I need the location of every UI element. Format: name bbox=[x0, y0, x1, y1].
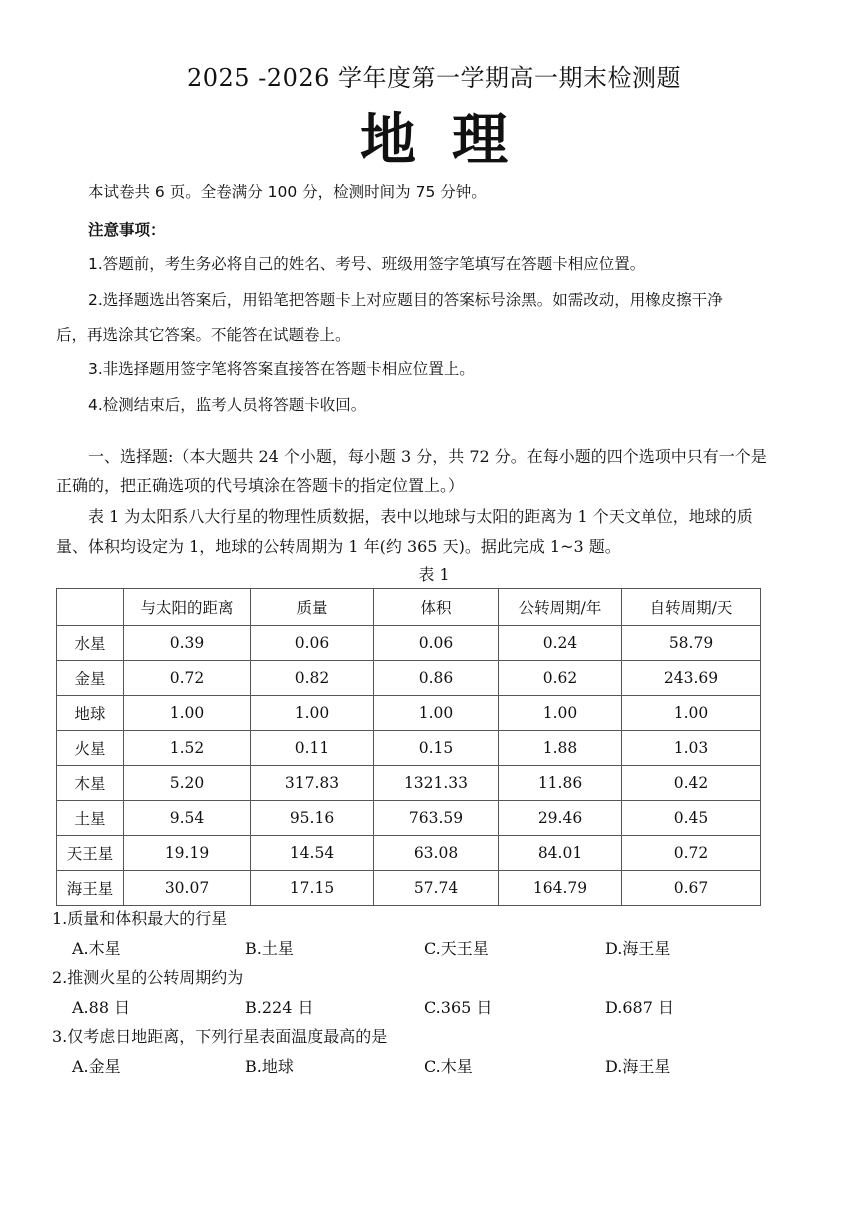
table-cell: 317.83 bbox=[251, 766, 374, 801]
table-cell: 243.69 bbox=[622, 661, 761, 696]
table-cell: 天王星 bbox=[57, 836, 124, 871]
table-cell: 火星 bbox=[57, 731, 124, 766]
table-cell: 0.72 bbox=[622, 836, 761, 871]
planet-data-table bbox=[56, 588, 761, 906]
table-cell: 0.72 bbox=[124, 661, 251, 696]
question-context-cont: 量、体积均设定为 1，地球的公转周期为 1 年(约 365 天)。据此完成 1~3 题。 bbox=[56, 537, 621, 556]
table-cell: 30.07 bbox=[124, 871, 251, 906]
table-caption: 表 1 bbox=[418, 565, 450, 584]
table-cell: 58.79 bbox=[622, 626, 761, 661]
question-2-option-a[interactable]: A.88 日 bbox=[72, 998, 131, 1017]
header-cell: 体积 bbox=[374, 589, 499, 626]
table-cell: 0.82 bbox=[251, 661, 374, 696]
table-cell: 0.45 bbox=[622, 801, 761, 836]
table-cell: 84.01 bbox=[499, 836, 622, 871]
table-cell: 海王星 bbox=[57, 871, 124, 906]
header-cell: 与太阳的距离 bbox=[124, 589, 251, 626]
table-cell: 63.08 bbox=[374, 836, 499, 871]
table-row bbox=[57, 766, 761, 801]
table-cell: 1.00 bbox=[124, 696, 251, 731]
table-cell: 地球 bbox=[57, 696, 124, 731]
section-instructions-cont: 正确的，把正确选项的代号填涂在答题卡的指定位置上。） bbox=[56, 476, 465, 495]
table-cell: 1321.33 bbox=[374, 766, 499, 801]
table-cell: 0.06 bbox=[251, 626, 374, 661]
table-cell: 29.46 bbox=[499, 801, 622, 836]
table-cell: 0.39 bbox=[124, 626, 251, 661]
note-item-2-cont: 后，再选涂其它答案。不能答在试题卷上。 bbox=[56, 326, 351, 344]
table-row bbox=[57, 661, 761, 696]
table-row bbox=[57, 801, 761, 836]
table-cell: 0.24 bbox=[499, 626, 622, 661]
question-1-stem: 1.质量和体积最大的行星 bbox=[52, 909, 228, 928]
table-cell: 1.00 bbox=[499, 696, 622, 731]
table-cell: 11.86 bbox=[499, 766, 622, 801]
table-cell: 0.67 bbox=[622, 871, 761, 906]
note-item-1: 1.答题前，考生务必将自己的姓名、考号、班级用签字笔填写在答题卡相应位置。 bbox=[88, 255, 646, 273]
table-cell: 1.00 bbox=[251, 696, 374, 731]
question-1-option-a[interactable]: A.木星 bbox=[72, 939, 121, 958]
question-1-option-c[interactable]: C.天王星 bbox=[424, 939, 489, 958]
question-3-option-c[interactable]: C.木星 bbox=[424, 1057, 473, 1076]
table-row bbox=[57, 731, 761, 766]
table-cell: 木星 bbox=[57, 766, 124, 801]
table-cell: 17.15 bbox=[251, 871, 374, 906]
table-cell: 1.00 bbox=[374, 696, 499, 731]
table-cell: 19.19 bbox=[124, 836, 251, 871]
table-cell: 金星 bbox=[57, 661, 124, 696]
question-3-option-d[interactable]: D.海王星 bbox=[605, 1057, 671, 1076]
table-cell: 95.16 bbox=[251, 801, 374, 836]
question-context: 表 1 为太阳系八大行星的物理性质数据，表中以地球与太阳的距离为 1 个天文单位，地球的质 bbox=[88, 507, 753, 526]
table-cell: 9.54 bbox=[124, 801, 251, 836]
table-cell: 0.15 bbox=[374, 731, 499, 766]
exam-title: 2025 -2026 学年度第一学期高一期末检测题 bbox=[186, 64, 682, 92]
header-cell: 质量 bbox=[251, 589, 374, 626]
table-cell: 0.42 bbox=[622, 766, 761, 801]
table-cell: 1.00 bbox=[622, 696, 761, 731]
question-2-stem: 2.推测火星的公转周期约为 bbox=[52, 968, 244, 987]
table-row bbox=[57, 626, 761, 661]
question-1-option-d[interactable]: D.海王星 bbox=[605, 939, 671, 958]
header-cell bbox=[57, 589, 124, 626]
note-item-4: 4.检测结束后，监考人员将答题卡收回。 bbox=[88, 396, 367, 414]
table-cell: 5.20 bbox=[124, 766, 251, 801]
table-cell: 57.74 bbox=[374, 871, 499, 906]
question-3-stem: 3.仅考虑日地距离，下列行星表面温度最高的是 bbox=[52, 1027, 388, 1046]
table-cell: 14.54 bbox=[251, 836, 374, 871]
question-3-option-b[interactable]: B.地球 bbox=[245, 1057, 294, 1076]
table-cell: 0.11 bbox=[251, 731, 374, 766]
header-cell: 自转周期/天 bbox=[622, 589, 761, 626]
table-cell: 1.88 bbox=[499, 731, 622, 766]
question-2-option-c[interactable]: C.365 日 bbox=[424, 998, 493, 1017]
table-cell: 763.59 bbox=[374, 801, 499, 836]
table-row bbox=[57, 696, 761, 731]
exam-intro: 本试卷共 6 页。全卷满分 100 分，检测时间为 75 分钟。 bbox=[88, 183, 487, 201]
table-cell: 水星 bbox=[57, 626, 124, 661]
question-2-option-b[interactable]: B.224 日 bbox=[245, 998, 314, 1017]
question-2-option-d[interactable]: D.687 日 bbox=[605, 998, 674, 1017]
table-cell: 0.06 bbox=[374, 626, 499, 661]
table-row bbox=[57, 871, 761, 906]
table-cell: 1.52 bbox=[124, 731, 251, 766]
question-1-option-b[interactable]: B.土星 bbox=[245, 939, 294, 958]
table-cell: 0.62 bbox=[499, 661, 622, 696]
table-row bbox=[57, 836, 761, 871]
table-header-row bbox=[57, 589, 761, 626]
table-cell: 1.03 bbox=[622, 731, 761, 766]
header-cell: 公转周期/年 bbox=[499, 589, 622, 626]
table-cell: 164.79 bbox=[499, 871, 622, 906]
notes-heading: 注意事项： bbox=[88, 221, 166, 239]
table-cell: 0.86 bbox=[374, 661, 499, 696]
section-instructions: 一、选择题:（本大题共 24 个小题，每小题 3 分，共 72 分。在每小题的四个选项中只有一个是 bbox=[88, 447, 767, 466]
note-item-2: 2.选择题选出答案后，用铅笔把答题卡上对应题目的答案标号涂黑。如需改动，用橡皮擦干净 bbox=[88, 291, 723, 309]
note-item-3: 3.非选择题用签字笔将答案直接答在答题卡相应位置上。 bbox=[88, 360, 475, 378]
question-3-option-a[interactable]: A.金星 bbox=[72, 1057, 121, 1076]
table-cell: 土星 bbox=[57, 801, 124, 836]
subject-title: 地理 bbox=[360, 108, 544, 173]
